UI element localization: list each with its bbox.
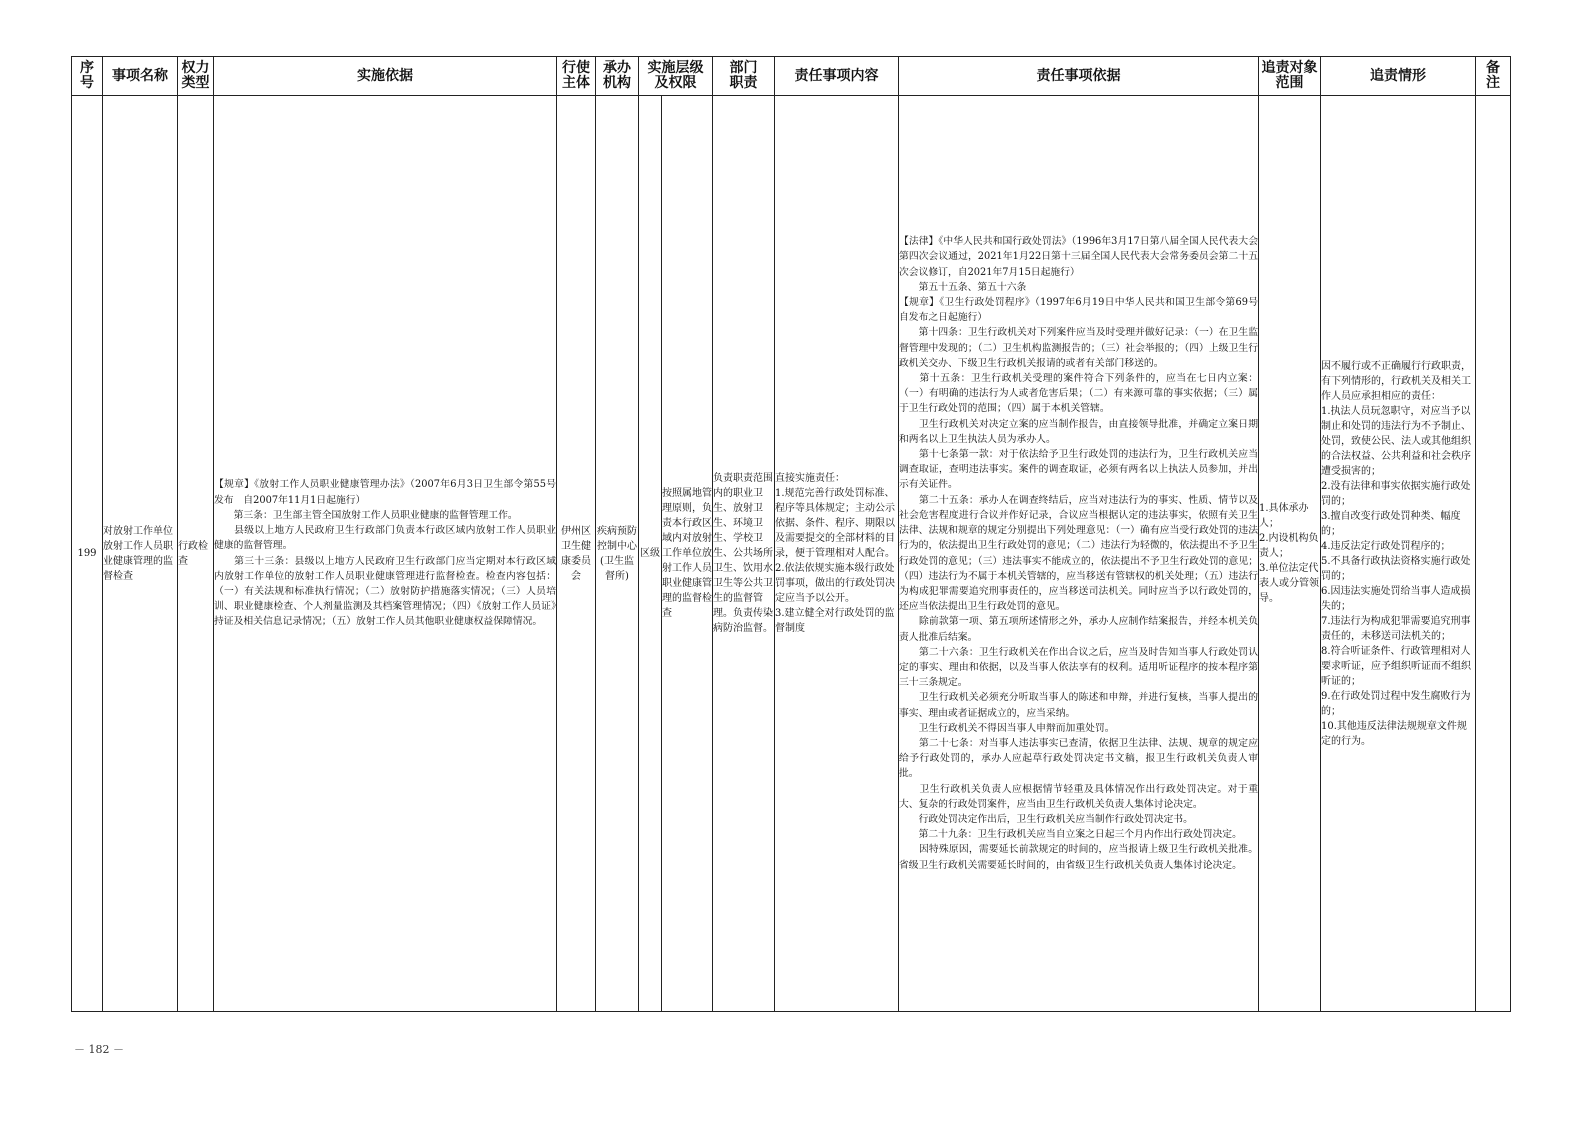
item-table <box>71 56 1511 1012</box>
header-scope: 追责对象 范围 <box>1259 57 1321 96</box>
header-duty: 部门 职责 <box>713 57 775 96</box>
cell-name: 对放射工作单位放射工作人员职业健康管理的监督检查 <box>103 96 178 1012</box>
header-row <box>72 57 1511 96</box>
cell-resp-content: 直接实施责任： 1.规范完善行政处罚标准、程序等具体规定；主动公示依据、条件、程序、期限以及需要提交的全部材料的目录，便于管理相对人配合。 2.依法依规实施本级行政处罚事项，做出的行政处罚决定应当予以公开。 3.建立健全对行政处罚的监督制度 <box>775 96 899 1012</box>
cell-level-b: 按照属地管理原则，负责本行政区域内对放射工作单位放射工作人员职业健康管理的监督检查 <box>662 96 713 1012</box>
cell-duty: 负责职责范围内的职业卫生、放射卫生、环境卫生、学校卫生、公共场所卫生、饮用水卫生等公共卫生的监督管理。负责传染病防治监督。 <box>713 96 775 1012</box>
cell-level-a: 区级 <box>639 96 662 1012</box>
cell-subject: 伊州区卫生健康委员会 <box>557 96 596 1012</box>
cell-power-type: 行政检查 <box>178 96 214 1012</box>
cell-scope: 1.具体承办人； 2.内设机构负责人； 3.单位法定代表人或分管领导。 <box>1259 96 1321 1012</box>
header-subject: 行使 主体 <box>557 57 596 96</box>
header-power-type: 权力 类型 <box>178 57 214 96</box>
header-agency: 承办 机构 <box>596 57 639 96</box>
header-seq: 序 号 <box>72 57 103 96</box>
page-number: － 182 － <box>74 1043 124 1056</box>
header-resp-content: 责任事项内容 <box>775 57 899 96</box>
header-resp-basis: 责任事项依据 <box>899 57 1259 96</box>
header-accountability: 追责情形 <box>1321 57 1476 96</box>
cell-accountability: 因不履行或不正确履行行政职责，有下列情形的，行政机关及相关工作人员应承担相应的责任： 1.执法人员玩忽职守，对应当予以制止和处罚的违法行为不予制止、处罚，致使公民、法人或其他组织的合法权益、公共利益和社会秩序遭受损害的； 2.没有法律和事实依据实施行政处罚的； 3.擅自改变行政处罚种类、幅度的； 4.违反法定行政处罚程序的； 5.不具备行政执法资格实施行政处罚的； 6.因违法实施处罚给当事人造成损失的； 7.违法行为构成犯罪需要追究刑事责任的，未移送司法机关的； 8.符合听证条件、行政管理相对人要求听证，应予组织听证而不组织听证的； 9.在行政处罚过程中发生腐败行为的； 10.其他违反法律法规规章文件规定的行为。 <box>1321 96 1476 1012</box>
cell-basis: 【规章】《放射工作人员职业健康管理办法》（2007年6月3日卫生部令第55号发布 自2007年11月1日起施行） 第三条：卫生部主管全国放射工作人员职业健康的监督管理工作。 县级以上地方人民政府卫生行政部门负责本行政区域内放射工作人员职业健康的监督管理。 第三十三条：县级以上地方人民政府卫生行政部门应当定期对本行政区域内放射工作单位的放射工作人员职业健康管理进行监督检查。检查内容包括：（一）有关法规和标准执行情况；（二）放射防护措施落实情况；（三）人员培训、职业健康检查、个人剂量监测及其档案管理情况；（四）《放射工作人员证》持证及相关信息记录情况；（五）放射工作人员其他职业健康权益保障情况。 <box>214 96 557 1012</box>
cell-resp-basis: 【法律】《中华人民共和国行政处罚法》（1996年3月17日第八届全国人民代表大会第四次会议通过，2021年1月22日第十三届全国人民代表大会常务委员会第二十五次会议修订，自2021年7月15日起施行） 第五十五条、第五十六条 【规章】《卫生行政处罚程序》（1997年6月19日中华人民共和国卫生部令第69号 自发布之日起施行） 第十四条：卫生行政机关对下列案件应当及时受理并做好记录：（一）在卫生监督管理中发现的；（二）卫生机构监测报告的；（三）社会举报的；（四）上级卫生行政机关交办、下级卫生行政机关报请的或者有关部门移送的。 第十五条：卫生行政机关受理的案件符合下列条件的，应当在七日内立案：（一）有明确的违法行为人或者危害后果；（二）有来源可靠的事实依据；（三）属于卫生行政处罚的范围；（四）属于本机关管辖。 卫生行政机关对决定立案的应当制作报告，由直接领导批准，并确定立案日期和两名以上卫生执法人员为承办人。 第十七条第一款：对于依法给予卫生行政处罚的违法行为，卫生行政机关应当调查取证，查明违法事实。案件的调查取证，必须有两名以上执法人员参加，并出示有关证件。 第二十五条：承办人在调查终结后，应当对违法行为的事实、性质、情节以及社会危害程度进行合议并作好记录，合议应当根据认定的违法事实，依照有关卫生法律、法规和规章的规定分别提出下列处理意见：（一）确有应当受行政处罚的违法行为的，依法提出卫生行政处罚的意见；（二）违法行为轻微的，依法提出不予卫生行政处罚的意见；（三）违法事实不能成立的，依法提出不予卫生行政处罚的意见；（四）违法行为不属于本机关管辖的，应当移送有管辖权的机关处理；（五）违法行为构成犯罪需要追究刑事责任的，应当移送司法机关。同时应当予以行政处罚的，还应当依法提出卫生行政处罚的意见。 除前款第一项、第五项所述情形之外，承办人应制作结案报告，并经本机关负责人批准后结案。 第二十六条：卫生行政机关在作出合议之后，应当及时告知当事人行政处罚认定的事实、理由和依据，以及当事人依法享有的权利。适用听证程序的按本程序第三十三条规定。 卫生行政机关必须充分听取当事人的陈述和申辩，并进行复核，当事人提出的事实、理由或者证据成立的，应当采纳。 卫生行政机关不得因当事人申辩而加重处罚。 第二十七条：对当事人违法事实已查清，依据卫生法律、法规、规章的规定应给予行政处罚的，承办人应起草行政处罚决定书文稿，报卫生行政机关负责人审批。 卫生行政机关负责人应根据情节轻重及具体情况作出行政处罚决定。对于重大、复杂的行政处罚案件，应当由卫生行政机关负责人集体讨论决定。 行政处罚决定作出后，卫生行政机关应当制作行政处罚决定书。 第二十九条：卫生行政机关应当自立案之日起三个月内作出行政处罚决定。 因特殊原因，需要延长前款规定的时间的，应当报请上级卫生行政机关批准。省级卫生行政机关需要延长时间的，由省级卫生行政机关负责人集体讨论决定。 <box>899 96 1259 1012</box>
cell-remark <box>1476 96 1511 1012</box>
header-remark: 备 注 <box>1476 57 1511 96</box>
header-name: 事项名称 <box>103 57 178 96</box>
table-row <box>72 96 1511 1012</box>
cell-agency: 疾病预防控制中心(卫生监督所) <box>596 96 639 1012</box>
header-level: 实施层级 及权限 <box>639 57 713 96</box>
cell-seq: 199 <box>72 96 103 1012</box>
header-basis: 实施依据 <box>214 57 557 96</box>
